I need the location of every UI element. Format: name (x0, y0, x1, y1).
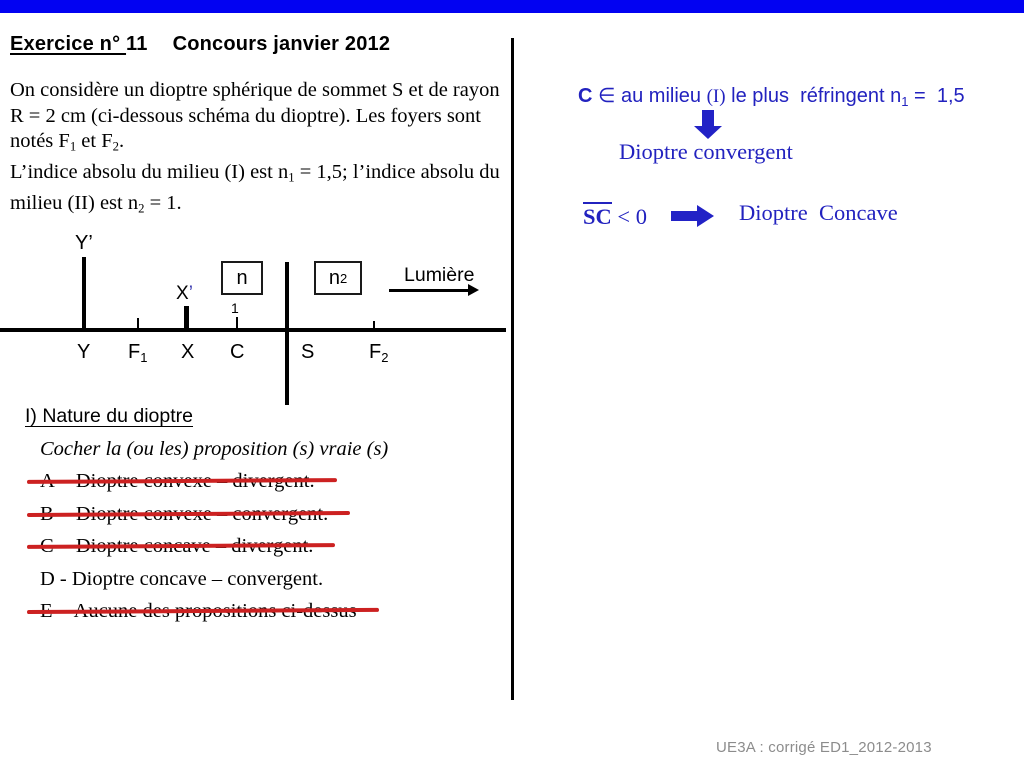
n1-box-subscript: 1 (231, 300, 239, 316)
right-arrow-shaft (671, 211, 697, 221)
tick-c (236, 317, 238, 328)
footer-credit: UE3A : corrigé ED1_2012-2013 (716, 739, 932, 756)
instruction-text: Cocher la (ou les) proposition (s) vraie (s) (40, 438, 389, 460)
light-direction-label: Lumière (404, 264, 475, 286)
dioptre-surface-line (285, 262, 289, 405)
subscript: 1 (69, 139, 77, 154)
option-e (40, 600, 357, 622)
axis-label-f2-sub: 2 (381, 349, 389, 365)
right-arrow-icon (671, 205, 714, 227)
light-arrow-head-icon (468, 284, 479, 296)
option-a (40, 470, 315, 492)
vertical-divider (511, 38, 514, 700)
intro-line-5b: = 1. (144, 192, 182, 215)
option-d-label: D - Dioptre concave – convergent. (40, 567, 324, 590)
label-y-prime-main: Y (75, 232, 89, 254)
title-concours-label: Concours janvier 2012 (172, 33, 391, 55)
tick-f2 (373, 321, 375, 328)
title-exercise-label: Exercice n° (10, 33, 127, 55)
light-arrow-line (389, 289, 469, 292)
sc-overlined: SC (583, 204, 612, 229)
object-line-y (82, 257, 86, 332)
axis-label-f2 (369, 341, 388, 365)
label-x-prime (176, 283, 193, 305)
subscript: 1 (288, 170, 295, 185)
conclusion-convergent: Dioptre convergent (619, 139, 793, 164)
intro-line-1: On considère un dioptre sphérique de sommet S et de rayon (10, 79, 500, 101)
option-b (40, 503, 328, 525)
conclusion-concave: Dioptre Concave (739, 200, 898, 225)
label-x-prime-main: X (176, 283, 189, 304)
down-arrow-icon (694, 110, 722, 139)
annotation-milieu: au milieu (621, 85, 707, 107)
intro-paragraph-1 (10, 78, 500, 160)
label-y-prime-apos: ’ (88, 232, 93, 254)
intro-line-3c: . (118, 130, 125, 152)
tick-f1 (137, 318, 139, 328)
intro-line-3b: et F (76, 130, 113, 152)
subscript: 1 (901, 93, 909, 109)
n2-index-box (314, 261, 362, 295)
axis-label-f1 (128, 341, 147, 365)
option-d (40, 568, 323, 590)
axis-label-x: X (181, 341, 195, 363)
annotation-value: = 1,5 (908, 85, 965, 107)
annotation-c: C (578, 85, 593, 107)
sc-comparison: < 0 (611, 204, 647, 229)
intro-line-2: R = 2 cm (ci-dessous schéma du dioptre). Les foyers sont (10, 104, 481, 127)
right-arrow-head (697, 205, 714, 227)
label-x-prime-apos: ’ (188, 283, 193, 304)
subscript: 2 (112, 139, 119, 154)
n2-box-label: n (328, 266, 340, 289)
intro-line-3: notés F (10, 130, 70, 152)
axis-label-y: Y (77, 341, 91, 363)
dioptre-diagram (0, 230, 516, 420)
intro-line-4: L’indice absolu du milieu (I) est n (10, 161, 289, 183)
down-arrow-head (694, 126, 722, 139)
axis-label-f1-sub: 1 (140, 349, 148, 365)
option-c (40, 535, 313, 557)
intro-line-5: milieu (II) est n (10, 192, 139, 215)
top-accent-bar (0, 0, 1024, 13)
options-list (40, 470, 357, 633)
down-arrow-shaft (702, 110, 714, 126)
slide-title (10, 33, 390, 56)
n2-box-subscript: 2 (339, 270, 348, 286)
intro-paragraph-2 (10, 160, 500, 222)
sc-formula (583, 202, 647, 230)
axis-label-f1-main: F (128, 341, 141, 363)
optical-axis-line (0, 328, 506, 332)
title-exercise-number: 11 (126, 33, 148, 55)
n1-index-box (221, 261, 263, 295)
subscript: 2 (138, 201, 145, 216)
axis-label-f2-main: F (369, 341, 382, 363)
annotation-refringent: le plus réfringent n (725, 85, 902, 107)
intro-line-4b: = 1,5; l’indice absolu du (294, 161, 500, 183)
section-i-heading: I) Nature du dioptre (25, 405, 194, 427)
object-mark-x (184, 306, 189, 330)
n1-box-label: n (236, 266, 248, 289)
annotation-roman-i: (I) (706, 86, 726, 107)
label-y-prime (75, 232, 93, 255)
axis-label-c: C (230, 341, 245, 363)
element-of-symbol: ∈ (592, 85, 621, 107)
annotation-center-line (578, 83, 965, 109)
axis-label-s: S (301, 341, 315, 363)
